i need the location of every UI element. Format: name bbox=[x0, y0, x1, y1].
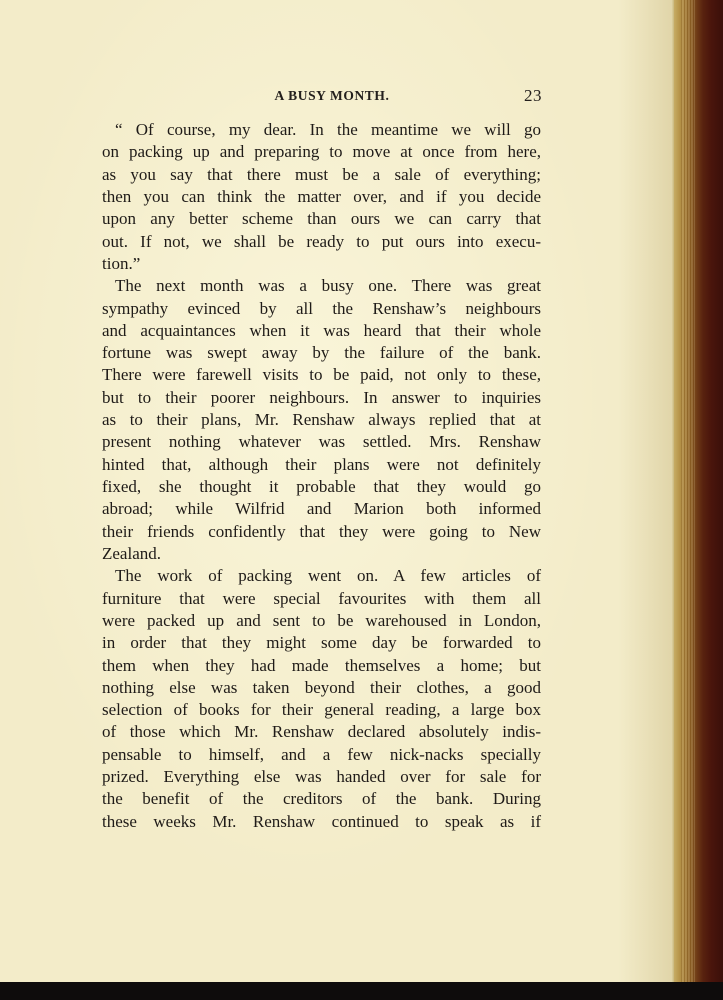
scan-backdrop bbox=[0, 982, 723, 1000]
text-line: tion.” bbox=[102, 253, 141, 273]
text-line: then you can think the matter over, and if you decide bbox=[102, 186, 541, 206]
text-line: There were farewell visits to be paid, not only to these, bbox=[102, 365, 541, 385]
text-line: pensable to himself, and a few nick-nacks specially bbox=[102, 744, 541, 764]
body-text bbox=[102, 119, 541, 833]
text-line: prized. Everything else was handed over for sale for bbox=[102, 767, 541, 787]
text-line: abroad; while Wilfrid and Marion both informed bbox=[102, 499, 541, 519]
text-line: these weeks Mr. Renshaw continued to speak as if bbox=[102, 811, 541, 831]
text-line: as you say that there must be a sale of everything; bbox=[102, 164, 541, 184]
text-line: sympathy evinced by all the Renshaw’s neighbours bbox=[102, 298, 541, 318]
page-number: 23 bbox=[524, 86, 542, 105]
text-line: them when they had made themselves a home; but bbox=[102, 655, 541, 675]
text-line: of those which Mr. Renshaw declared absolutely indis- bbox=[102, 722, 541, 742]
text-line: as to their plans, Mr. Renshaw always replied that at bbox=[102, 410, 541, 430]
text-line: The next month was a busy one. There was great bbox=[115, 276, 541, 296]
text-line: out. If not, we shall be ready to put ours into execu- bbox=[102, 231, 541, 251]
text-line: nothing else was taken beyond their clothes, a good bbox=[102, 677, 541, 697]
text-line: present nothing whatever was settled. Mrs. Renshaw bbox=[102, 432, 541, 452]
running-head bbox=[104, 88, 542, 108]
text-line: selection of books for their general reading, a large box bbox=[102, 700, 541, 720]
text-line: hinted that, although their plans were not definitely bbox=[102, 454, 541, 474]
text-line: were packed up and sent to be warehoused in London, bbox=[102, 610, 541, 630]
text-line: “ Of course, my dear. In the meantime we will go bbox=[115, 120, 541, 139]
text-line: but to their poorer neighbours. In answer to inquiries bbox=[102, 387, 541, 407]
text-line: on packing up and preparing to move at once from here, bbox=[102, 142, 541, 162]
text-line: in order that they might some day be forwarded to bbox=[102, 633, 541, 653]
running-title: A BUSY MONTH. bbox=[274, 88, 390, 103]
text-line: their friends confidently that they were going to New bbox=[102, 521, 541, 541]
text-line: fixed, she thought it probable that they would go bbox=[102, 477, 541, 496]
text-line: Zealand. bbox=[102, 543, 161, 563]
text-line: fortune was swept away by the failure of the bank. bbox=[102, 343, 541, 363]
text-line: the benefit of the creditors of the bank. During bbox=[102, 789, 541, 809]
text-line: The work of packing went on. A few articles of bbox=[115, 566, 541, 586]
text-line: upon any better scheme than ours we can carry that bbox=[102, 209, 541, 229]
text-line: furniture that were special favourites with them all bbox=[102, 588, 541, 608]
text-line: and acquaintances when it was heard that their whole bbox=[102, 320, 541, 340]
